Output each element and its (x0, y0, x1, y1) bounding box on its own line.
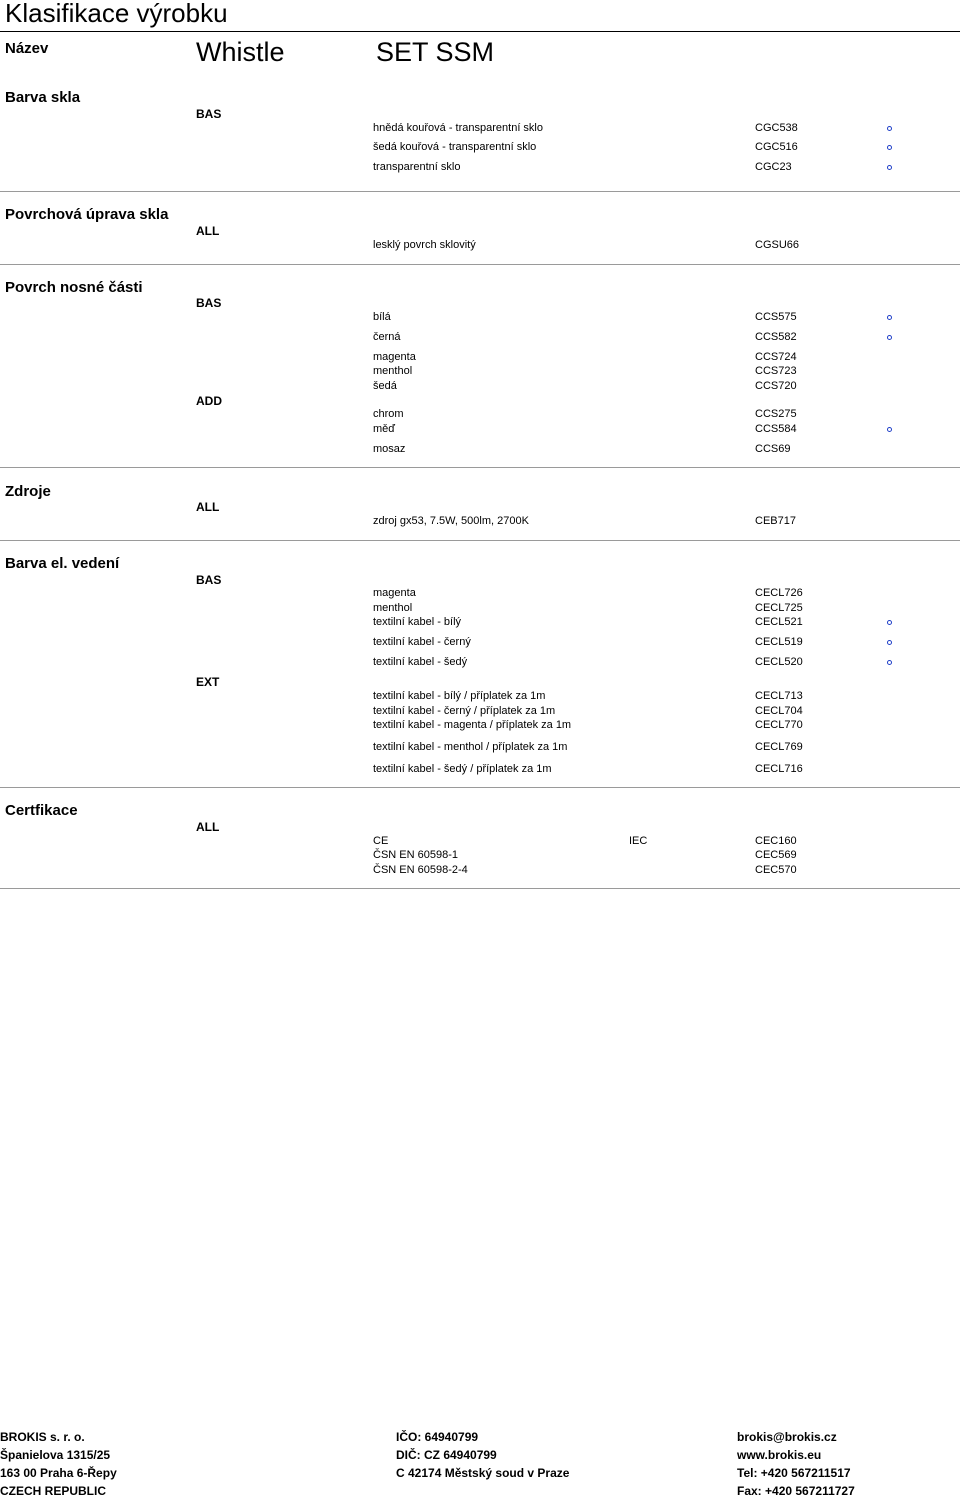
footer-dic: DIČ: CZ 64940799 (396, 1448, 497, 1462)
item-code: CEB717 (755, 515, 796, 527)
group-label: EXT (196, 675, 220, 689)
section-divider (0, 787, 960, 788)
item-name: transparentní sklo (373, 161, 461, 173)
section-divider (0, 888, 960, 889)
item-code: CGC538 (755, 122, 798, 134)
item-code: CCS69 (755, 443, 791, 455)
item-name: mosaz (373, 443, 406, 455)
item-name: měď (373, 423, 396, 435)
item-code: CGC23 (755, 161, 792, 173)
item-name: magenta (373, 587, 416, 599)
item-standard: IEC (629, 835, 648, 847)
item-code: CECL726 (755, 587, 803, 599)
product-name: Whistle (196, 37, 285, 67)
item-code: CECL520 (755, 656, 803, 668)
item-name: textilní kabel - šedý / příplatek za 1m (373, 763, 552, 775)
item-name: textilní kabel - šedý (373, 656, 468, 668)
item-code: CECL769 (755, 741, 803, 753)
item-name: chrom (373, 408, 404, 420)
marker-icon (887, 145, 892, 150)
item-code: CGSU66 (755, 239, 800, 251)
footer-phone: Tel: +420 567211517 (737, 1466, 851, 1480)
item-name: ČSN EN 60598-1 (373, 849, 458, 861)
item-code: CCS720 (755, 380, 797, 392)
item-code: CECL519 (755, 636, 803, 648)
footer-company: BROKIS s. r. o. (0, 1430, 85, 1444)
item-name: šedá kouřová - transparentní sklo (373, 141, 537, 153)
item-name: textilní kabel - bílý (373, 616, 462, 628)
item-name: textilní kabel - magenta / příplatek za 1m (373, 719, 572, 731)
item-name: ČSN EN 60598-2-4 (373, 864, 468, 876)
item-name: lesklý povrch sklovitý (373, 239, 476, 251)
name-label: Název (5, 40, 49, 57)
item-code: CECL521 (755, 616, 803, 628)
item-code: CCS723 (755, 365, 797, 377)
marker-icon (887, 427, 892, 432)
item-code: CCS584 (755, 423, 797, 435)
group-label: ADD (196, 394, 222, 408)
group-label: ALL (196, 500, 220, 514)
group-label: BAS (196, 573, 222, 587)
section-title-cable-color: Barva el. vedení (5, 555, 120, 572)
marker-icon (887, 165, 892, 170)
item-code: CECL704 (755, 705, 803, 717)
marker-icon (887, 640, 892, 645)
section-title-glass-finish: Povrchová úprava skla (5, 206, 169, 223)
footer-country: CZECH REPUBLIC (0, 1484, 107, 1498)
item-name: zdroj gx53, 7.5W, 500lm, 2700K (373, 515, 529, 527)
item-code: CECL713 (755, 690, 803, 702)
item-name: textilní kabel - menthol / příplatek za 1m (373, 741, 568, 753)
footer-web-link[interactable]: www.brokis.eu (737, 1448, 822, 1462)
item-code: CEC570 (755, 864, 797, 876)
item-code: CCS582 (755, 331, 797, 343)
marker-icon (887, 335, 892, 340)
group-label: ALL (196, 820, 220, 834)
item-name: menthol (373, 365, 413, 377)
item-name: šedá (373, 380, 397, 392)
item-code: CCS724 (755, 351, 797, 363)
section-title-body-finish: Povrch nosné části (5, 279, 143, 296)
item-name: menthol (373, 602, 413, 614)
section-divider (0, 264, 960, 265)
item-name: textilní kabel - bílý / příplatek za 1m (373, 690, 546, 702)
group-label: ALL (196, 224, 220, 238)
footer-ico: IČO: 64940799 (396, 1430, 479, 1444)
section-divider (0, 467, 960, 468)
marker-icon (887, 315, 892, 320)
item-name: hnědá kouřová - transparentní sklo (373, 122, 543, 134)
item-name: CE (373, 835, 389, 847)
marker-icon (887, 660, 892, 665)
item-name: textilní kabel - černý / příplatek za 1m (373, 705, 556, 717)
section-title-glass-color: Barva skla (5, 89, 81, 106)
footer-registry: C 42174 Městský soud v Praze (396, 1466, 570, 1480)
section-divider (0, 191, 960, 192)
section-title-light-source: Zdroje (5, 483, 51, 500)
title-rule (0, 31, 960, 32)
item-code: CEC160 (755, 835, 797, 847)
item-code: CECL716 (755, 763, 803, 775)
footer-fax: Fax: +420 567211727 (737, 1484, 855, 1498)
item-name: magenta (373, 351, 416, 363)
product-set-name: SET SSM (376, 37, 495, 67)
item-name: černá (373, 331, 401, 343)
item-code: CEC569 (755, 849, 797, 861)
section-title-certification: Certfikace (5, 802, 78, 819)
item-name: bílá (373, 311, 391, 323)
item-code: CCS275 (755, 408, 797, 420)
item-code: CECL725 (755, 602, 803, 614)
item-code: CECL770 (755, 719, 803, 731)
item-code: CCS575 (755, 311, 797, 323)
group-label: BAS (196, 296, 222, 310)
page-title: Klasifikace výrobku (5, 0, 228, 28)
section-divider (0, 540, 960, 541)
item-name: textilní kabel - černý (373, 636, 471, 648)
footer-street: Španielova 1315/25 (0, 1448, 111, 1462)
marker-icon (887, 126, 892, 131)
marker-icon (887, 620, 892, 625)
footer-email-link[interactable]: brokis@brokis.cz (737, 1430, 837, 1444)
item-code: CGC516 (755, 141, 798, 153)
group-label: BAS (196, 107, 222, 121)
footer-city: 163 00 Praha 6-Řepy (0, 1466, 117, 1480)
